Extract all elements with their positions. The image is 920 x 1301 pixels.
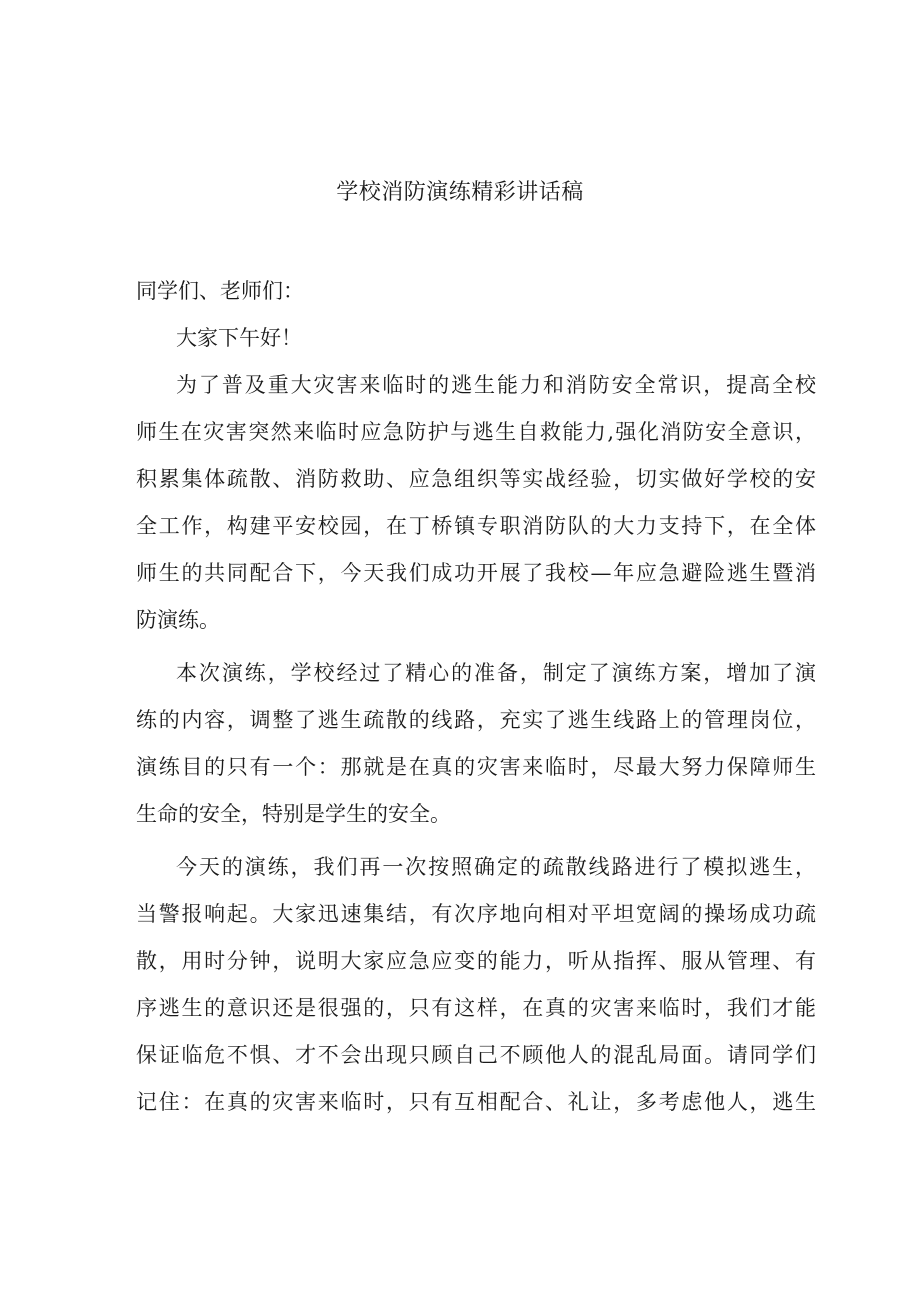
paragraph-2-line-2: 练的内容，调整了逃生疏散的线路，充实了逃生线路上的管理岗位，	[136, 708, 816, 732]
paragraph-1-line-3: 积累集体疏散、消防救助、应急组织等实战经验，切实做好学校的安	[136, 467, 816, 491]
paragraph-3-line-6: 记住：在真的灾害来临时，只有互相配合、礼让，多考虑他人，逃生	[136, 1090, 816, 1114]
paragraph-3-line-4: 序逃生的意识还是很强的，只有这样，在真的灾害来临时，我们才能	[136, 996, 816, 1020]
paragraph-3-line-1: 今天的演练，我们再一次按照确定的疏散线路进行了模拟逃生，	[176, 855, 816, 879]
paragraph-3-line-2: 当警报响起。大家迅速集结，有次序地向相对平坦宽阔的操场成功疏	[136, 902, 816, 926]
paragraph-1-line-1: 为了普及重大灾害来临时的逃生能力和消防安全常识，提高全校	[176, 373, 816, 397]
document-title: 学校消防演练精彩讲话稿	[336, 180, 584, 205]
paragraph-1-line-6: 防演练。	[136, 608, 220, 632]
paragraph-1-line-5: 师生的共同配合下，今天我们成功开展了我校—年应急避险逃生暨消	[136, 561, 816, 585]
paragraph-2-line-4: 生命的安全，特别是学生的安全。	[136, 802, 451, 826]
paragraph-1-line-2: 师生在灾害突然来临时应急防护与逃生自救能力,强化消防安全意识，	[136, 420, 816, 444]
paragraph-2-line-1: 本次演练，学校经过了精心的准备，制定了演练方案，增加了演	[176, 661, 816, 685]
paragraph-1-line-4: 全工作，构建平安校园，在丁桥镇专职消防队的大力支持下，在全体	[136, 514, 816, 538]
greeting: 大家下午好！	[176, 326, 302, 350]
paragraph-2-line-3: 演练目的只有一个：那就是在真的灾害来临时，尽最大努力保障师生	[136, 755, 816, 779]
paragraph-3-line-3: 散，用时分钟，说明大家应急应变的能力，听从指挥、服从管理、有	[136, 949, 816, 973]
paragraph-3-line-5: 保证临危不惧、才不会出现只顾自己不顾他人的混乱局面。请同学们	[136, 1043, 816, 1067]
salutation: 同学们、老师们：	[136, 279, 304, 303]
